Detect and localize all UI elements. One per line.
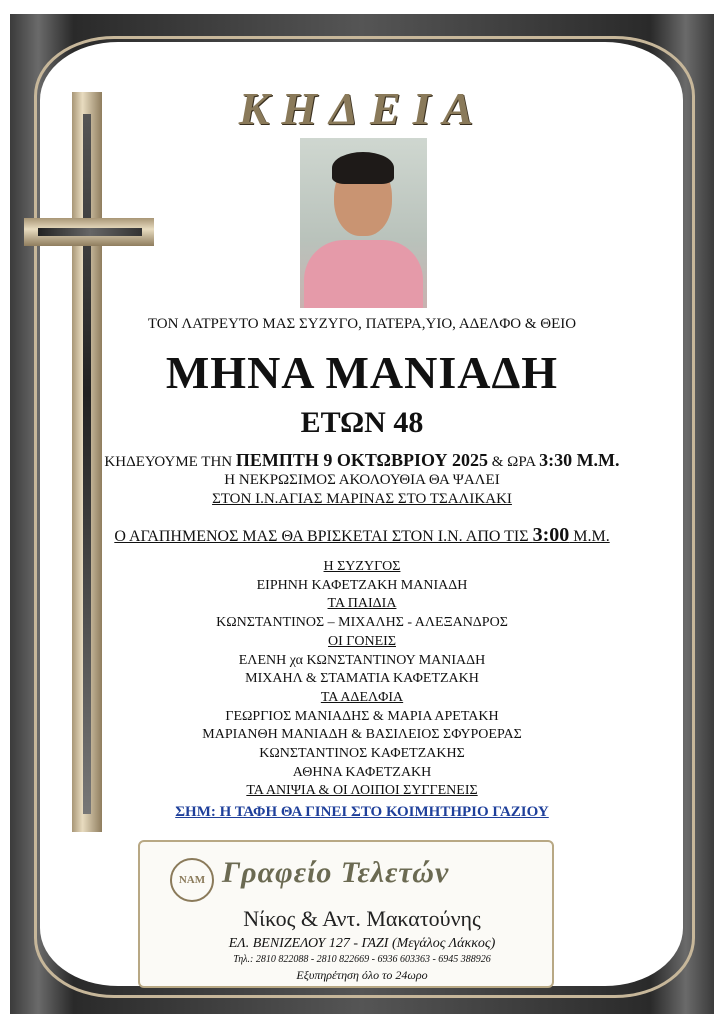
funeral-time: 3:30 Μ.Μ. bbox=[539, 450, 620, 470]
deceased-age: ΕΤΩΝ 48 bbox=[300, 406, 424, 439]
photo-hair bbox=[332, 152, 394, 184]
family-member: ΕΛΕΝΗ χα ΚΩΝΣΤΑΝΤΙΝΟΥ ΜΑΝΙΑΔΗ bbox=[238, 652, 486, 668]
arrival-line bbox=[0, 524, 724, 547]
funeral-line bbox=[0, 450, 724, 471]
family-member: ΚΩΝΣΤΑΝΤΙΝΟΣ ΚΑΦΕΤΖΑΚΗΣ bbox=[259, 746, 465, 762]
deceased-name: ΜΗΝΑ ΜΑΝΙΑΔΗ bbox=[165, 347, 559, 398]
service-text: Η ΝΕΚΡΩΣΙΜΟΣ ΑΚΟΛΟΥΘΙΑ ΘΑ ΨΑΛΕΙ bbox=[224, 472, 500, 488]
ad-title: Γραφείο Τελετών bbox=[222, 856, 450, 889]
photo-shirt bbox=[304, 240, 423, 308]
family-member: ΓΕΩΡΓΙΟΣ ΜΑΝΙΑΔΗΣ & ΜΑΡΙΑ ΑΡΕΤΑΚΗ bbox=[225, 708, 499, 724]
family-member: ΜΙΧΑΗΛ & ΣΤΑΜΑΤΙΑ ΚΑΦΕΤΖΑΚΗ bbox=[245, 671, 479, 687]
church-text: ΣΤΟΝ Ι.Ν.ΑΓΙΑΣ ΜΑΡΙΝΑΣ ΣΤΟ ΤΣΑΛΙΚΑΚΙ bbox=[212, 491, 512, 507]
family-heading: ΤΑ ΑΔΕΛΦΙΑ bbox=[320, 689, 404, 705]
arrival-suffix: Μ.Μ. bbox=[569, 528, 610, 545]
arrival-time: 3:00 bbox=[532, 524, 570, 546]
funeral-prefix: ΚΗΔΕΥΟΥΜΕ ΤΗΝ bbox=[104, 454, 236, 470]
family-heading: ΤΑ ΠΑΙΔΙΑ bbox=[327, 596, 397, 612]
ad-owner-name: Νίκος & Αντ. Μακατούνης bbox=[243, 906, 481, 931]
burial-note: ΣΗΜ: Η ΤΑΦΗ ΘΑ ΓΙΝΕΙ ΣΤΟ ΚΟΙΜΗΤΗΡΙΟ ΓΑΖΙΟΥ bbox=[175, 804, 549, 820]
family-heading: ΤΑ ΑΝΙΨΙΑ & ΟΙ ΛΟΙΠΟΙ ΣΥΓΓΕΝΕΙΣ bbox=[246, 783, 478, 799]
family-member: ΜΑΡΙΑΝΘΗ ΜΑΝΙΑΔΗ & ΒΑΣΙΛΕΙΟΣ ΣΦΥΡΟΕΡΑΣ bbox=[202, 727, 522, 743]
page-title: ΚΗΔΕΙΑ bbox=[238, 83, 486, 134]
funeral-mid: & ΩΡΑ bbox=[488, 454, 540, 470]
ad-address: ΕΛ. ΒΕΝΙΖΕΛΟΥ 127 - ΓΑΖΙ (Μεγάλος Λάκκος) bbox=[228, 936, 496, 951]
family-member: ΕΙΡΗΝΗ ΚΑΦΕΤΖΑΚΗ ΜΑΝΙΑΔΗ bbox=[256, 577, 468, 593]
funeral-home-logo-icon: ΝΑΜ bbox=[170, 858, 214, 902]
ad-service: Εξυπηρέτηση όλο το 24ωρο bbox=[296, 968, 428, 982]
family-member: ΑΘΗΝΑ ΚΑΦΕΤΖΑΚΗ bbox=[292, 764, 432, 780]
funeral-date: ΠΕΜΠΤΗ 9 ΟΚΤΩΒΡΙΟΥ 2025 bbox=[235, 450, 489, 470]
arrival-text: Ο ΑΓΑΠΗΜΕΝΟΣ ΜΑΣ ΘΑ ΒΡΙΣΚΕΤΑΙ ΣΤΟΝ Ι.Ν. ΑΠΟ ΤΙΣ bbox=[114, 528, 533, 545]
deceased-photo bbox=[300, 138, 427, 308]
family-member: ΚΩΝΣΤΑΝΤΙΝΟΣ – ΜΙΧΑΛΗΣ - ΑΛΕΞΑΝΔΡΟΣ bbox=[216, 615, 508, 631]
cross-bar bbox=[24, 218, 154, 246]
family-list bbox=[0, 558, 724, 801]
family-heading: Η ΣΥΖΥΓΟΣ bbox=[323, 559, 401, 574]
intro-text: ΤΟΝ ΛΑΤΡΕΥΤΟ ΜΑΣ ΣΥΖΥΓΟ, ΠΑΤΕΡΑ,ΥΙΟ, ΑΔΕΛΦΟ & ΘΕΙΟ bbox=[147, 316, 577, 332]
ad-phones: Τηλ.: 2810 822088 - 2810 822669 - 6936 603363 - 6945 388926 bbox=[233, 954, 491, 965]
family-heading: ΟΙ ΓΟΝΕΙΣ bbox=[328, 633, 396, 649]
